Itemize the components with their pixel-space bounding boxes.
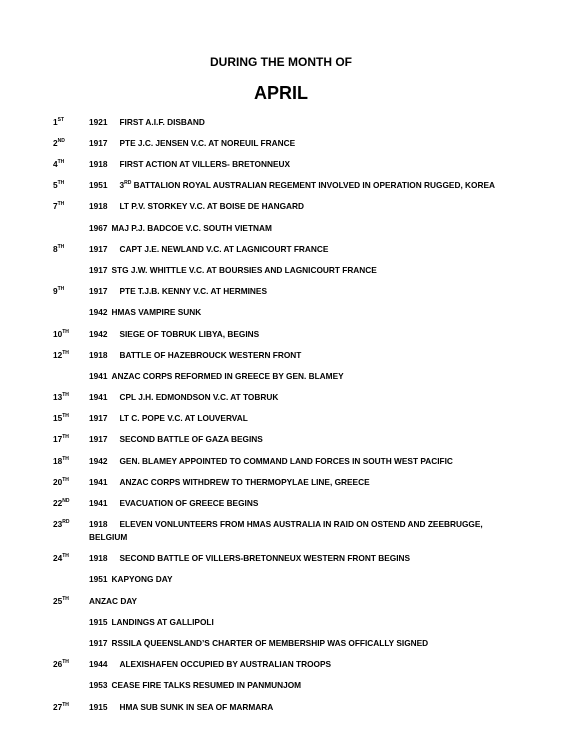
entry-body [89,180,495,191]
entry-day [53,350,69,361]
entry-body [89,702,273,713]
day-number: 10 [53,329,63,339]
entry-year: 1917 [89,638,108,648]
entry-body [89,477,370,488]
day-suffix: TH [62,413,69,419]
entry-body [89,519,483,530]
entry-body [89,498,258,509]
entry-year: 1941 [89,371,108,381]
entry-body [89,223,272,234]
day-suffix: TH [57,159,65,165]
entry-year: 1951 [89,574,108,584]
entry-text: PTE J.C. JENSEN V.C. AT NOREUIL FRANCE [119,138,296,148]
entry-year: 1918 [89,519,108,529]
entry-day [53,159,64,170]
entry-body [89,392,278,403]
day-number: 27 [53,702,63,712]
entry-body [89,329,259,340]
entry-body [89,286,267,297]
entry-body [89,371,344,382]
entry-body [89,413,248,424]
day-suffix: TH [62,477,69,483]
entry-text-continued: BELGIUM [89,532,128,542]
day-number: 23 [53,519,63,529]
day-number: 5 [53,180,58,190]
entry-year: 1953 [89,680,108,690]
entry-day [53,329,69,340]
entry-day [53,456,69,467]
entry-year: 1941 [89,498,108,508]
day-suffix: TH [57,244,65,250]
entry-year: 1917 [89,286,108,296]
entry-text: LT C. POPE V.C. AT LOUVERVAL [119,413,248,423]
day-number: 15 [53,413,63,423]
entry-day [53,702,69,713]
entry-year: 1917 [89,413,108,423]
day-suffix: ND [57,138,65,144]
entry-text: SECOND BATTLE OF VILLERS-BRETONNEUX WESTERN FRONT BEGINS [119,553,411,563]
entry-text: ANZAC CORPS WITHDREW TO THERMOPYLAE LINE, GREECE [119,477,370,487]
entry-text: HMAS VAMPIRE SUNK [111,307,202,317]
entry-day [53,286,64,297]
entry-year: 1951 [89,180,108,190]
entry-year: 1918 [89,350,108,360]
entry-text: LANDINGS AT GALLIPOLI [111,617,214,627]
entry-day [53,201,64,212]
entry-text: CPL J.H. EDMONDSON V.C. AT TOBRUK [119,392,279,402]
day-suffix: TH [62,392,69,398]
day-suffix: TH [62,553,69,559]
entry-year: 1917 [89,244,108,254]
entry-body [89,434,263,445]
entry-year: 1942 [89,456,108,466]
entry-body [89,307,201,318]
entry-text: CAPT J.E. NEWLAND V.C. AT LAGNICOURT FRANCE [119,244,329,254]
entry-text: FIRST A.I.F. DISBAND [119,117,205,127]
entry-text: SECOND BATTLE OF GAZA BEGINS [119,434,263,444]
entry-body [89,244,328,255]
entry-body [89,350,301,361]
day-number: 13 [53,392,63,402]
day-number: 24 [53,553,63,563]
entry-year: 1918 [89,159,108,169]
day-suffix: TH [57,201,65,207]
day-number: 25 [53,596,63,606]
entry-text: STG J.W. WHITTLE V.C. AT BOURSIES AND LAGNICOURT FRANCE [111,265,377,275]
entry-text: SIEGE OF TOBRUK LIBYA, BEGINS [119,329,260,339]
entry-body [89,265,377,276]
entry-body [89,574,172,585]
day-number: 18 [53,456,63,466]
entry-body [89,617,214,628]
day-suffix: ND [62,498,70,504]
entry-day [53,519,69,530]
day-suffix: TH [62,329,69,335]
entry-year: 1944 [89,659,108,669]
entry-day [53,553,69,564]
entry-text: ALEXISHAFEN OCCUPIED BY AUSTRALIAN TROOPS [119,659,332,669]
entry-year: 1915 [89,702,108,712]
entry-body [89,159,290,170]
entry-text: EVACUATION OF GREECE BEGINS [119,498,259,508]
entry-year: 1942 [89,329,108,339]
entry-day [53,477,69,488]
day-number: 22 [53,498,63,508]
entry-body [89,659,331,670]
day-suffix: TH [57,180,65,186]
day-number: 1 [53,117,58,127]
entry-year: 1967 [89,223,108,233]
entry-body [89,201,304,212]
day-number: 20 [53,477,63,487]
entry-text: CEASE FIRE TALKS RESUMED IN PANMUNJOM [111,680,302,690]
entry-body [89,456,453,467]
day-suffix: TH [62,596,69,602]
entry-day [53,659,69,670]
entry-text: LT P.V. STORKEY V.C. AT BOISE DE HANGARD [119,201,305,211]
entry-day [53,244,64,255]
entry-text: MAJ P.J. BADCOE V.C. SOUTH VIETNAM [111,223,272,233]
entry-body [89,680,301,691]
entry-year: 1917 [89,138,108,148]
entry-year: 1918 [89,553,108,563]
entry-day [53,138,65,149]
day-suffix: TH [62,350,69,356]
entry-year: 1917 [89,434,108,444]
entry-text: KAPYONG DAY [111,574,173,584]
day-number: 2 [53,138,58,148]
month-title: APRIL [254,83,308,103]
entry-text: PTE T.J.B. KENNY V.C. AT HERMINES [119,286,267,296]
entry-body [89,117,205,128]
entry-year: 1915 [89,617,108,627]
entry-year: 1917 [89,265,108,275]
entry-day [53,413,69,424]
entry-body [89,553,410,564]
entry-year: 1942 [89,307,108,317]
entry-body [89,638,428,649]
entry-day [53,434,69,445]
day-suffix: TH [62,434,69,440]
day-suffix: RD [62,519,70,525]
entry-year: 1941 [89,392,108,402]
entry-day [53,180,64,191]
day-number: 17 [53,434,63,444]
entry-text: FIRST ACTION AT VILLERS- BRETONNEUX [119,159,291,169]
day-number: 4 [53,159,58,169]
entry-text: HMA SUB SUNK IN SEA OF MARMARA [119,702,274,712]
day-number: 8 [53,244,58,254]
entry-day [53,596,69,607]
day-number: 9 [53,286,58,296]
entry-text: ELEVEN VONLUNTEERS FROM HMAS AUSTRALIA IN RAID ON OSTEND AND ZEEBRUGGE, [119,519,483,529]
day-number: 7 [53,201,58,211]
entry-text: 3RD BATTALION ROYAL AUSTRALIAN REGEMENT INVOLVED IN OPERATION RUGGED, KOREA [119,180,496,190]
heading: DURING THE MONTH OF [210,55,352,69]
entry-text: ANZAC CORPS REFORMED IN GREECE BY GEN. BLAMEY [111,371,344,381]
entry-body [89,138,295,149]
day-suffix: TH [62,659,69,665]
entry-year: 1921 [89,117,108,127]
entry-day [53,498,69,509]
day-suffix: TH [62,456,69,462]
entry-day [53,117,64,128]
day-suffix: TH [62,702,69,708]
day-suffix: TH [57,286,65,292]
entry-year: 1918 [89,201,108,211]
entry-text: ANZAC DAY [89,596,138,606]
entry-text: GEN. BLAMEY APPOINTED TO COMMAND LAND FORCES IN SOUTH WEST PACIFIC [119,456,453,466]
day-number: 26 [53,659,63,669]
entry-text: RSSILA QUEENSLAND’S CHARTER OF MEMBERSHIP WAS OFFICALLY SIGNED [111,638,429,648]
entry-year: 1941 [89,477,108,487]
day-suffix: ST [57,117,65,123]
entry-text: BATTLE OF HAZEBROUCK WESTERN FRONT [119,350,302,360]
day-number: 12 [53,350,63,360]
entry-day [53,392,69,403]
entry-body [89,596,137,607]
